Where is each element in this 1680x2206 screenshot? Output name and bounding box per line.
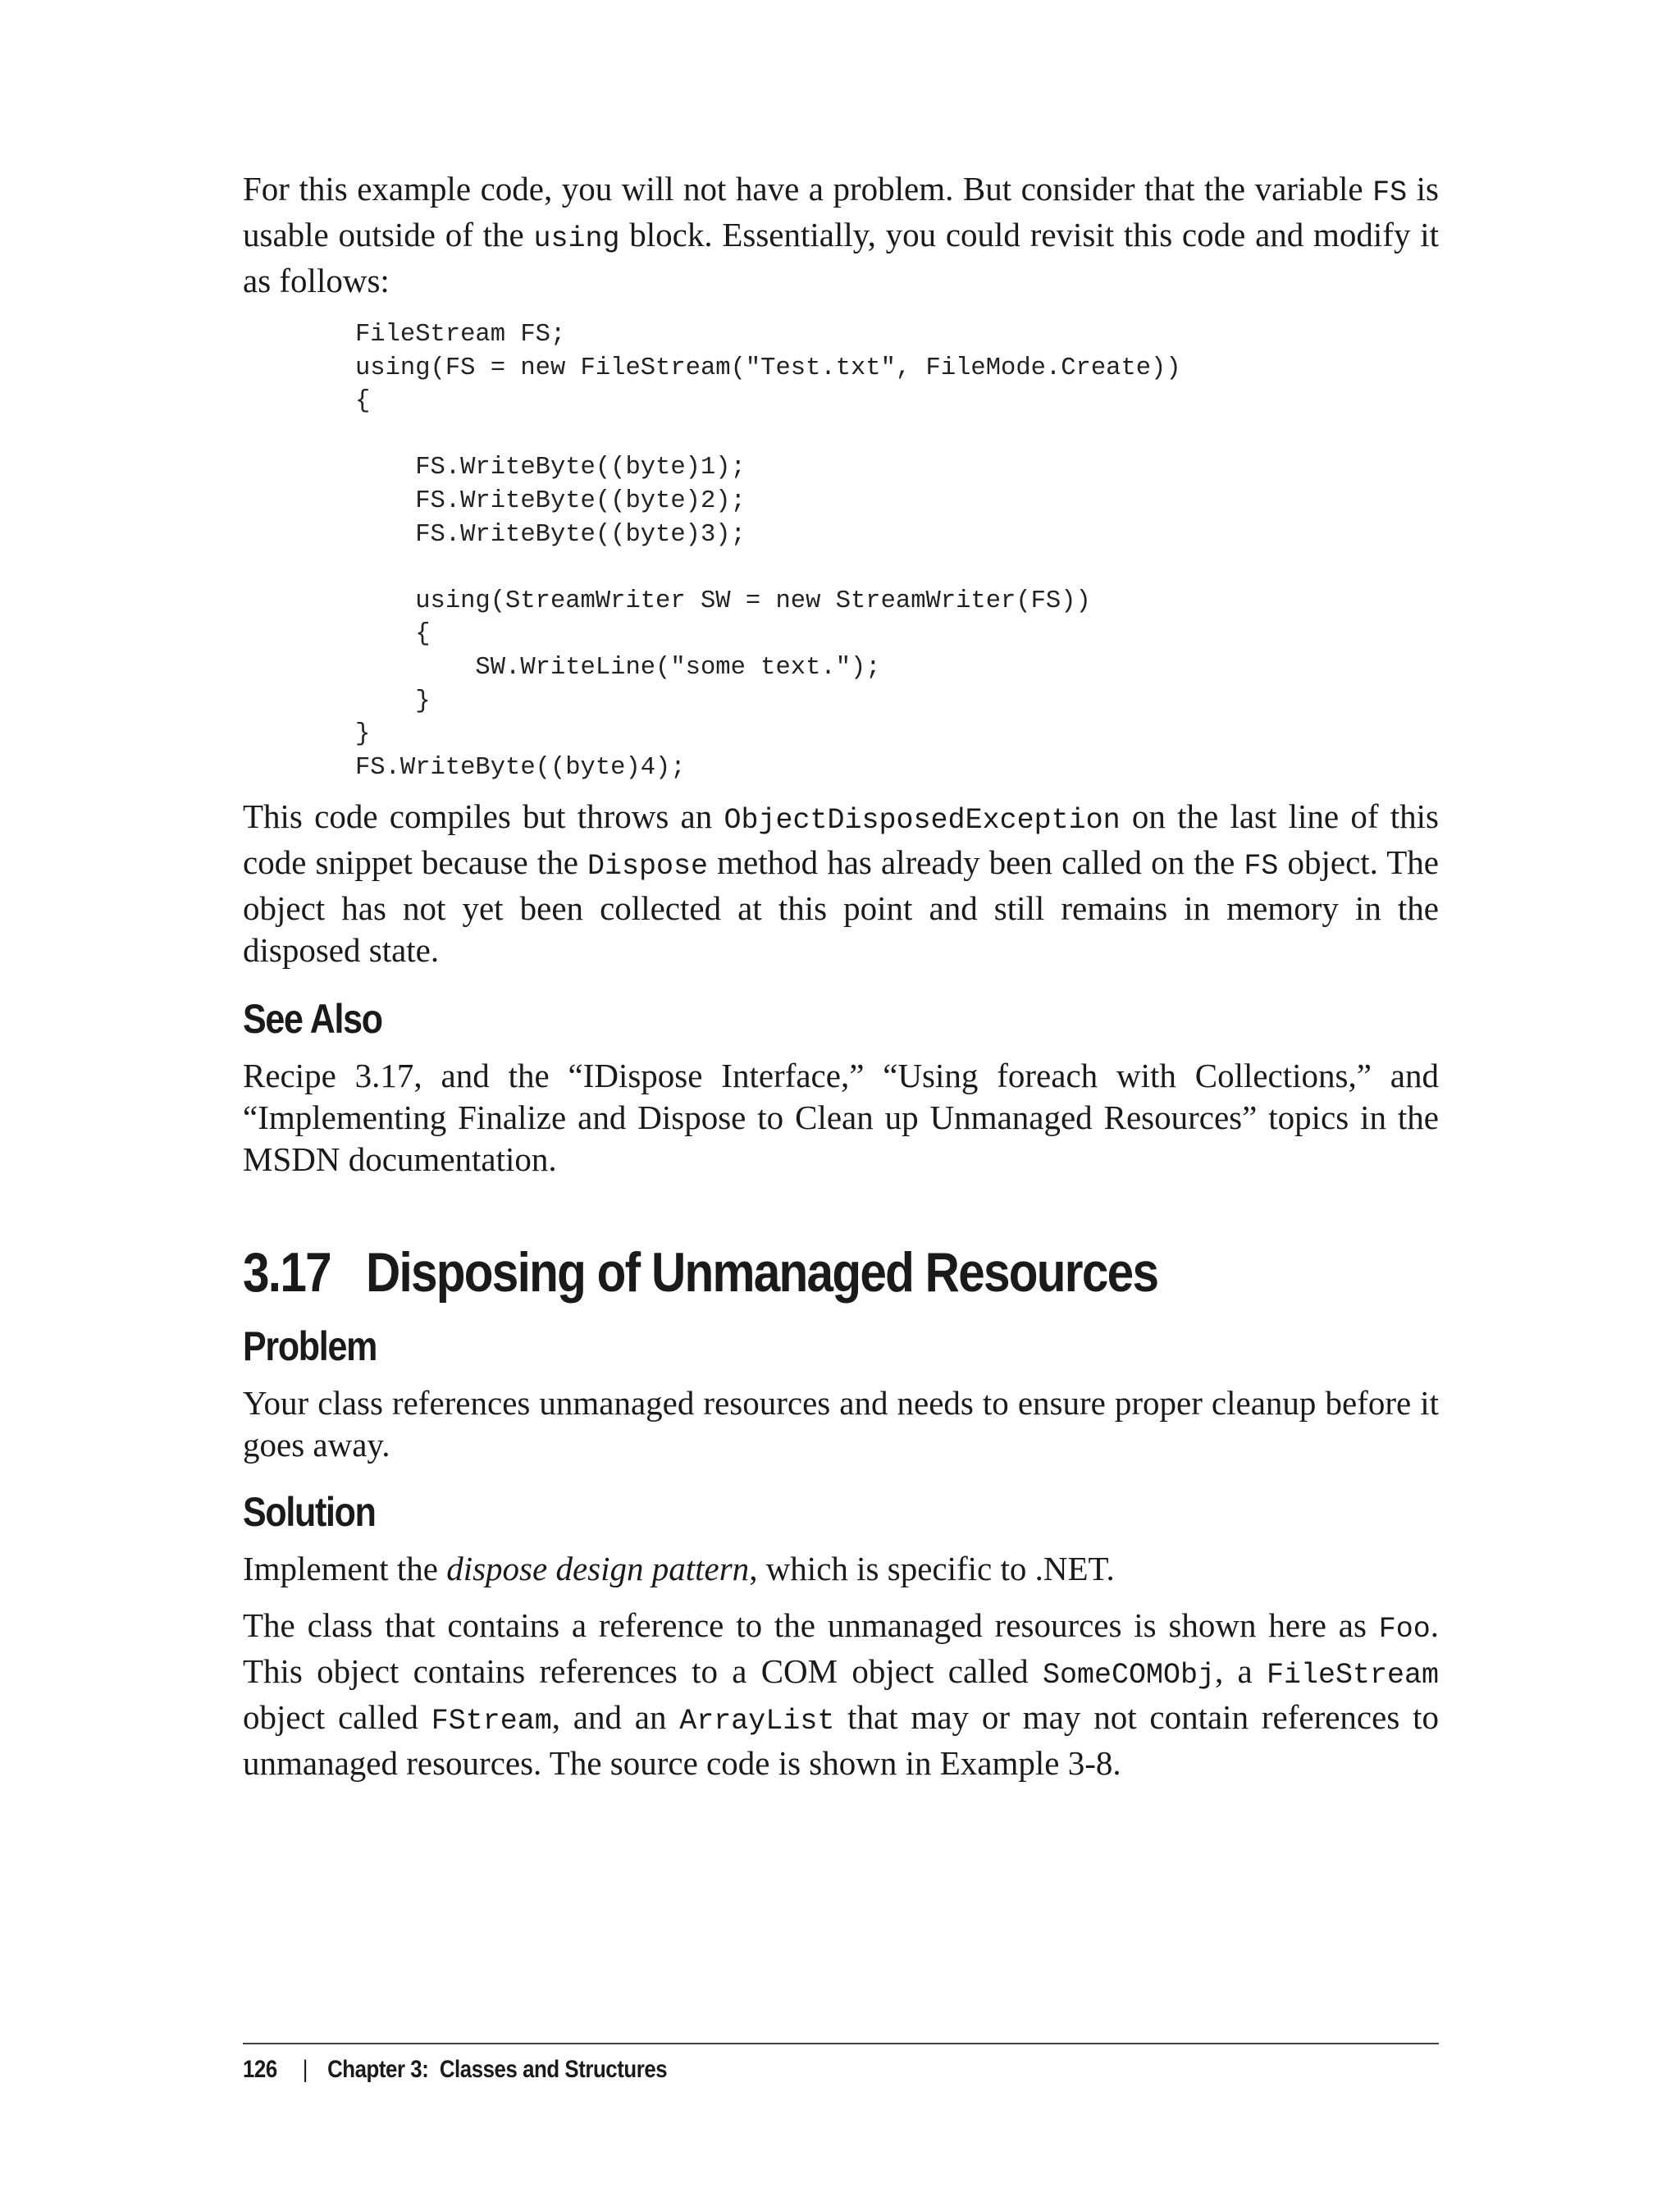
intro-paragraph: For this example code, you will not have a problem. But consider that the variable FS is usable outside of the using block. Essentially, you could revisit this code and modify it as follows:: [243, 170, 1439, 299]
inline-code: FS: [1244, 850, 1279, 884]
footer-divider: [243, 2043, 1439, 2044]
inline-code: ObjectDisposedException: [724, 804, 1121, 838]
problem-paragraph: Your class references unmanaged resources and needs to ensure proper cleanup before it goes away.: [243, 1384, 1439, 1464]
footer-separator: |: [302, 2056, 308, 2083]
inline-code: FStream: [431, 1705, 552, 1738]
see-also-paragraph: Recipe 3.17, and the “IDispose Interface,” “Using foreach with Collections,” and “Implementing Finalize and Dispose to Clean up Unmanaged Resources” topics in the MSDN documentation.: [243, 1057, 1439, 1179]
see-also-heading: See Also: [243, 996, 382, 1043]
chapter-title: Chapter 3: Classes and Structures: [327, 2056, 668, 2083]
problem-heading: Problem: [243, 1323, 377, 1370]
solution-paragraph-2: The class that contains a reference to the unmanaged resources is shown here as Foo. This object contains references to a COM object called SomeCOMObj, a FileStream object called FStream, and an ArrayList that may or may not contain references to unmanaged resources. The source code is shown in Example 3-8.: [243, 1606, 1439, 1783]
code-listing: FileStream FS; using(FS = new FileStream("Test.txt", FileMode.Create)) { FS.WriteByte((byte)1); FS.WriteByte((byte)2); FS.WriteByte((byte)3); using(StreamWriter SW = new StreamWriter(FS)) { SW.WriteLine("some text."); } } FS.WriteByte((byte)4);: [355, 321, 1181, 782]
inline-code: Foo: [1378, 1613, 1431, 1647]
recipe-title-text: Disposing of Unmanaged Resources: [365, 1241, 1158, 1304]
page-footer: [243, 2043, 1439, 2084]
recipe-title: [243, 1240, 1271, 1305]
footer-text: [243, 2056, 1271, 2084]
solution-heading: Solution: [243, 1489, 376, 1536]
inline-code: SomeCOMObj: [1042, 1659, 1215, 1692]
page-content: [243, 168, 1439, 1784]
inline-code: FS: [1372, 176, 1408, 209]
explanation-paragraph: This code compiles but throws an ObjectDisposedException on the last line of this code snippet because the Dispose method has already been called on the FS object. The object has not yet been collected at this point and still remains in memory in the disposed state.: [243, 797, 1439, 970]
emphasis: dispose design pattern: [446, 1550, 750, 1588]
inline-code: using: [533, 222, 620, 255]
inline-code: FileStream: [1266, 1659, 1439, 1692]
solution-paragraph-1: Implement the dispose design pattern, which is specific to .NET.: [243, 1550, 1115, 1588]
page-number: 126: [243, 2056, 277, 2083]
inline-code: Dispose: [587, 850, 709, 884]
recipe-number: 3.17: [243, 1241, 331, 1304]
inline-code: ArrayList: [679, 1705, 835, 1738]
